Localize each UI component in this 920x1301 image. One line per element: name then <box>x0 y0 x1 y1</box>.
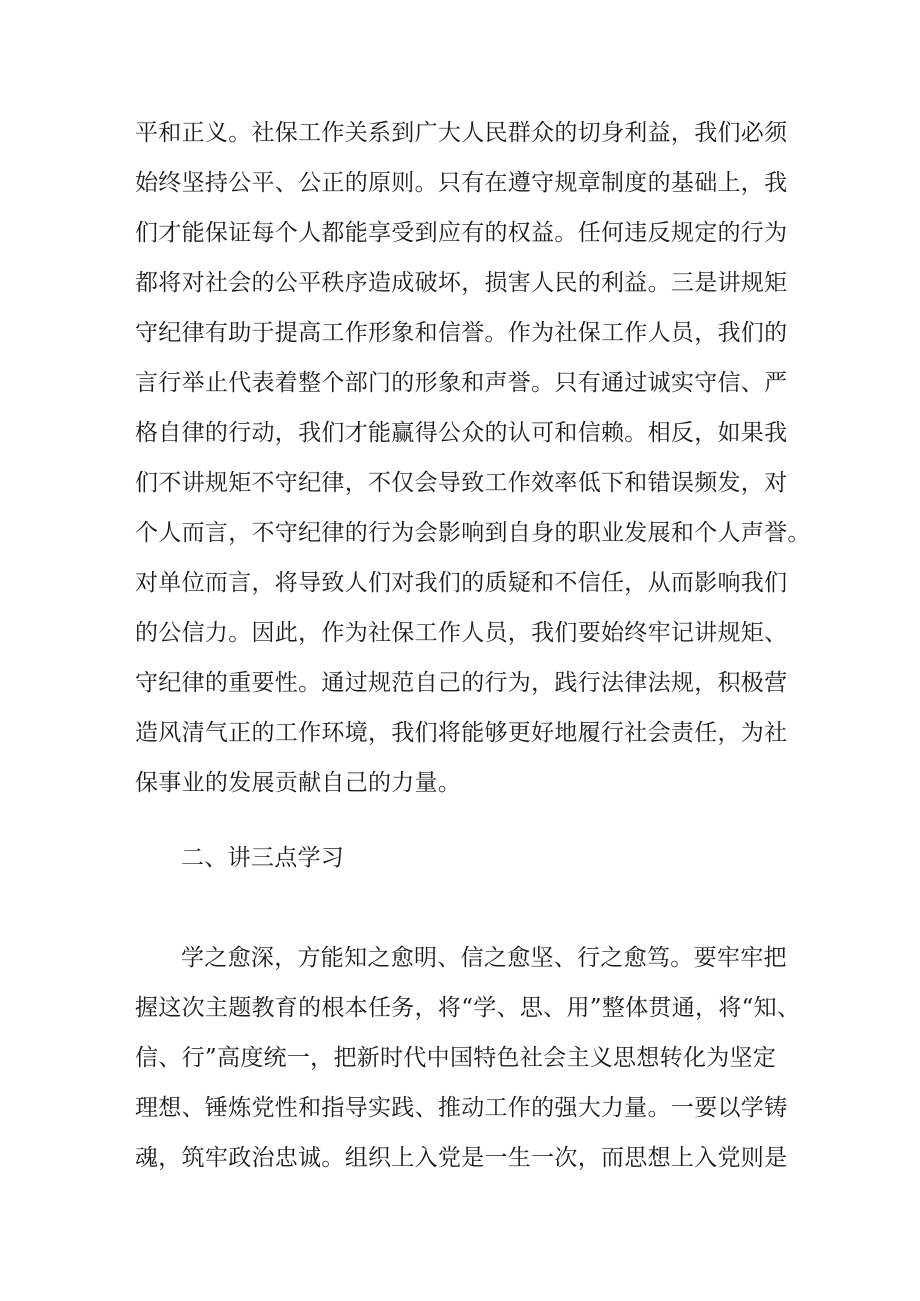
paragraph-line: 信、行”高度统一，把新时代中国特色社会主义思想转化为坚定 <box>135 1045 777 1071</box>
paragraph-line: 言行举止代表着整个部门的形象和声誉。只有通过诚实守信、严 <box>135 370 788 396</box>
paragraph-line: 对单位而言，将导致人们对我们的质疑和不信任，从而影响我们 <box>135 570 788 596</box>
paragraph-line: 们不讲规矩不守纪律，不仅会导致工作效率低下和错误频发，对 <box>135 470 788 496</box>
paragraph-line: 守纪律的重要性。通过规范自己的行为，践行法律法规，积极营 <box>135 670 788 696</box>
paragraph-line: 握这次主题教育的根本任务，将“学、思、用”整体贯通，将“知、 <box>135 995 801 1021</box>
paragraph-line: 保事业的发展贡献自己的力量。 <box>135 770 462 796</box>
paragraph-line: 学之愈深，方能知之愈明、信之愈坚、行之愈笃。要牢牢把 <box>181 945 787 971</box>
paragraph-line: 理想、锤炼党性和指导实践、推动工作的强大力量。一要以学铸 <box>135 1095 788 1121</box>
paragraph-line: 造风清气正的工作环境，我们将能够更好地履行社会责任，为社 <box>135 720 788 746</box>
paragraph-line: 平和正义。社保工作关系到广大人民群众的切身利益，我们必须 <box>135 120 788 146</box>
section-heading: 二、讲三点学习 <box>181 845 345 871</box>
paragraph-line: 都将对社会的公平秩序造成破坏，损害人民的利益。三是讲规矩 <box>135 270 788 296</box>
paragraph-line: 魂，筑牢政治忠诚。组织上入党是一生一次，而思想上入党则是 <box>135 1145 788 1171</box>
paragraph-line: 个人而言，不守纪律的行为会影响到自身的职业发展和个人声誉。 <box>135 520 811 546</box>
paragraph-line: 的公信力。因此，作为社保工作人员，我们要始终牢记讲规矩、 <box>135 620 788 646</box>
paragraph-line: 始终坚持公平、公正的原则。只有在遵守规章制度的基础上，我 <box>135 170 788 196</box>
paragraph-line: 守纪律有助于提高工作形象和信誉。作为社保工作人员，我们的 <box>135 320 788 346</box>
paragraph-line: 们才能保证每个人都能享受到应有的权益。任何违反规定的行为 <box>135 220 788 246</box>
paragraph-line: 格自律的行动，我们才能赢得公众的认可和信赖。相反，如果我 <box>135 420 788 446</box>
